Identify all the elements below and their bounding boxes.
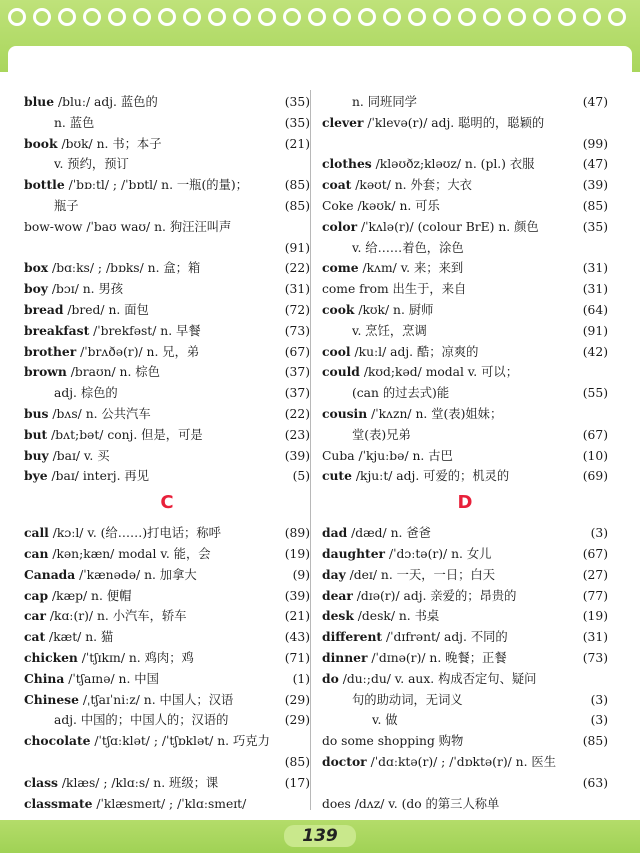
page-ref: (85): [284, 198, 310, 213]
glossary-entry: [322, 606, 608, 627]
entry-text: clever /ˈklevə(r)/ adj. 聪明的，聪颖的: [322, 114, 545, 130]
glossary-entry: [322, 690, 608, 711]
entry-text: chicken /ˈtʃɪkɪn/ n. 鸡肉；鸡: [24, 649, 194, 665]
entry-text: bread /bred/ n. 面包: [24, 301, 149, 317]
entry-text: (can 的过去式)能: [352, 386, 450, 401]
entry-text: day /deɪ/ n. 一天，一日；白天: [322, 566, 496, 582]
decorative-circle: [8, 8, 26, 26]
right-column: [322, 92, 608, 814]
decorative-circle: [533, 8, 551, 26]
page-number: 139: [0, 826, 640, 846]
glossary-entry: [24, 362, 310, 383]
glossary-entry: [24, 238, 310, 259]
glossary-entry: [24, 586, 310, 607]
page-ref: (67): [582, 427, 608, 442]
glossary-entry: [322, 342, 608, 363]
entry-text: buy /baɪ/ v. 买: [24, 447, 110, 463]
glossary-entry: [322, 446, 608, 467]
decorative-circle: [508, 8, 526, 26]
headword: buy: [24, 447, 49, 463]
page-ref: (29): [284, 713, 310, 728]
entry-text: adj. 棕色的: [54, 386, 118, 401]
glossary-entry: [322, 648, 608, 669]
headword: color: [322, 218, 358, 234]
glossary-entry: [322, 731, 608, 752]
glossary-entry: [322, 300, 608, 321]
headword: car: [24, 608, 46, 624]
decorative-circle: [58, 8, 76, 26]
decorative-circle: [83, 8, 101, 26]
glossary-entry: [24, 383, 310, 404]
entry-text: blue /bluː/ adj. 蓝色的: [24, 94, 158, 109]
decorative-circle: [233, 8, 251, 26]
entry-text: class /klæs/ ; /klɑːs/ n. 班级；课: [24, 774, 219, 790]
decorative-circle: [133, 8, 151, 26]
headword: desk: [322, 608, 354, 624]
page-ref: (55): [582, 386, 608, 401]
page-ref: (31): [582, 282, 608, 297]
page-ref: (35): [284, 95, 310, 109]
entry-text: coat /kəʊt/ n. 外套；大衣: [322, 177, 472, 193]
entry-text: bow-wow /ˈbaʊ waʊ/ n. 狗汪汪叫声: [24, 219, 232, 234]
glossary-entry: [24, 279, 310, 300]
page-ref: (37): [284, 365, 310, 380]
glossary-entry: [322, 279, 608, 300]
headword: blue: [24, 94, 55, 109]
page-ref: (99): [582, 136, 608, 151]
headword: clever: [322, 114, 364, 130]
entry-text: different /ˈdɪfrənt/ adj. 不同的: [322, 629, 508, 645]
page-ref: (19): [582, 609, 608, 624]
page-ref: (31): [582, 630, 608, 645]
entry-text: call /kɔːl/ v. (给……)打电话；称呼: [24, 525, 221, 541]
page-ref: (27): [582, 567, 608, 582]
entry-text: brother /ˈbrʌðə(r)/ n. 兄，弟: [24, 343, 200, 359]
headword: breakfast: [24, 322, 90, 338]
page-ref: (21): [284, 609, 310, 624]
headword: brother: [24, 343, 77, 359]
glossary-entry: [24, 92, 310, 113]
glossary-entry: [24, 690, 310, 711]
page-ref: (35): [284, 115, 310, 130]
section-header: [322, 487, 608, 523]
entry-text: cap /kæp/ n. 便帽: [24, 587, 132, 603]
entry-text: can /kən;kæn/ modal v. 能，会: [24, 545, 211, 561]
glossary-entry: [24, 134, 310, 155]
glossary-entry: [322, 134, 608, 155]
decorative-circle: [408, 8, 426, 26]
entry-text: come /kʌm/ v. 来；来到: [322, 260, 464, 276]
headword: Chinese: [24, 691, 79, 707]
page-ref: (91): [284, 240, 310, 255]
decorative-circle: [383, 8, 401, 26]
entry-text: come from 出生于，来自: [322, 282, 467, 297]
entry-text: dinner /ˈdɪnə(r)/ n. 晚餐；正餐: [322, 649, 507, 665]
page-ref: (63): [582, 775, 608, 790]
page-ref: (22): [284, 406, 310, 421]
headword: boy: [24, 281, 48, 297]
glossary-entry: [322, 523, 608, 544]
headword: chocolate: [24, 733, 91, 749]
headword: bread: [24, 301, 64, 317]
section-letter: D: [457, 492, 473, 514]
glossary-entry: [322, 154, 608, 175]
page-ref: (89): [284, 526, 310, 541]
decorative-circle: [333, 8, 351, 26]
entry-text: doctor /ˈdɑːktə(r)/ ; /ˈdɒktə(r)/ n. 医生: [322, 753, 557, 769]
headword: brown: [24, 364, 67, 380]
headword: could: [322, 364, 360, 380]
decorative-circle: [483, 8, 501, 26]
glossary-entry: [24, 669, 310, 690]
glossary-entry: [322, 773, 608, 794]
page-ref: (91): [582, 323, 608, 338]
headword: bottle: [24, 177, 65, 193]
headword: day: [322, 566, 346, 582]
decorative-circle: [108, 8, 126, 26]
entry-text: v. 做: [372, 713, 398, 728]
page-ref: (72): [284, 302, 310, 317]
entry-text: Coke /kəʊk/ n. 可乐: [322, 198, 440, 213]
glossary-entry: [24, 565, 310, 586]
headword: come: [322, 260, 359, 276]
entry-text: Canada /ˈkænədə/ n. 加拿大: [24, 566, 197, 582]
page-ref: (71): [284, 650, 310, 665]
entry-text: Chinese /ˌtʃaɪˈniːz/ n. 中国人；汉语: [24, 691, 234, 707]
headword: cap: [24, 587, 49, 603]
headword: but: [24, 426, 48, 442]
headword: chicken: [24, 649, 78, 665]
headword: bye: [24, 468, 48, 484]
page-ref: (9): [292, 567, 310, 582]
headword: daughter: [322, 545, 386, 561]
headword: can: [24, 545, 49, 561]
entry-text: book /bʊk/ n. 书；本子: [24, 135, 162, 151]
headword: cute: [322, 468, 352, 484]
headword: cool: [322, 343, 351, 359]
entry-text: dad /dæd/ n. 爸爸: [322, 525, 431, 541]
glossary-entry: [322, 544, 608, 565]
entry-text: bus /bʌs/ n. 公共汽车: [24, 405, 151, 421]
glossary-entry: [24, 710, 310, 731]
entry-text: bottle /ˈbɒːtl/ ; /ˈbɒtl/ n. 一瓶(的量)；: [24, 177, 248, 193]
headword: dear: [322, 587, 353, 603]
glossary-entry: [322, 92, 608, 113]
page-ref: (43): [284, 630, 310, 645]
glossary-entry: [322, 217, 608, 238]
glossary-entry: [322, 196, 608, 217]
glossary-entry: [24, 466, 310, 487]
headword: cook: [322, 301, 355, 317]
left-column: [24, 92, 310, 814]
page-ref: (77): [582, 588, 608, 603]
glossary-entry: [322, 425, 608, 446]
glossary-entry: [322, 565, 608, 586]
page-ref: (64): [582, 302, 608, 317]
glossary-entry: [322, 404, 608, 425]
headword: clothes: [322, 156, 372, 172]
page-ref: (42): [582, 344, 608, 359]
entry-text: do /duː;du/ v. aux. 构成否定句、疑问: [322, 670, 537, 686]
page-ref: (31): [284, 282, 310, 297]
page-ref: (69): [582, 469, 608, 484]
page-ref: (17): [284, 775, 310, 790]
glossary-entry: [24, 752, 310, 773]
glossary-entry: [322, 794, 608, 815]
decorative-circle: [608, 8, 626, 26]
entry-text: v. 给……着色，涂色: [352, 240, 464, 255]
page-ref: (47): [582, 95, 608, 109]
entry-text: desk /desk/ n. 书桌: [322, 608, 440, 624]
glossary-entry: [322, 113, 608, 134]
glossary-entry: [24, 113, 310, 134]
entry-text: 堂(表)兄弟: [352, 427, 411, 442]
column-divider: [310, 90, 311, 810]
glossary-entry: [24, 523, 310, 544]
page-ref: (85): [582, 198, 608, 213]
entry-text: bye /baɪ/ interj. 再见: [24, 468, 149, 484]
page-ref: (67): [582, 546, 608, 561]
decorative-circle: [283, 8, 301, 26]
glossary-entry: [24, 175, 310, 196]
entry-text: do some shopping 购物: [322, 734, 464, 749]
glossary-entry: [24, 404, 310, 425]
glossary-entry: [322, 383, 608, 404]
entry-text: classmate /ˈklæsmeɪt/ ; /ˈklɑːsmeɪt/: [24, 795, 247, 811]
glossary-entry: [322, 175, 608, 196]
glossary-entry: [24, 627, 310, 648]
headword: do: [322, 670, 339, 686]
headword: class: [24, 774, 58, 790]
entry-text: could /kʊd;kəd/ modal v. 可以；: [322, 364, 519, 380]
decorative-circle: [158, 8, 176, 26]
decorative-circle: [558, 8, 576, 26]
page-ref: (85): [582, 734, 608, 749]
headword: bus: [24, 405, 49, 421]
entry-text: dear /dɪə(r)/ adj. 亲爱的；昂贵的: [322, 587, 517, 603]
page-ref: (19): [284, 546, 310, 561]
entry-text: color /ˈkʌlə(r)/ (colour BrE) n. 颜色: [322, 218, 539, 234]
entry-text: brown /braʊn/ n. 棕色: [24, 364, 160, 380]
glossary-entry: [24, 544, 310, 565]
entry-text: breakfast /ˈbrekfəst/ n. 早餐: [24, 322, 201, 338]
page-ref: (1): [292, 671, 310, 686]
glossary-entry: [24, 217, 310, 238]
page-ref: (39): [284, 448, 310, 463]
headword: Canada: [24, 566, 76, 582]
headword: dad: [322, 525, 348, 541]
headword: cousin: [322, 405, 368, 421]
entry-text: China /ˈtʃaɪnə/ n. 中国: [24, 670, 159, 686]
entry-text: boy /bɔɪ/ n. 男孩: [24, 281, 124, 297]
glossary-entry: [24, 794, 310, 815]
entry-text: v. 烹饪，烹调: [352, 323, 427, 338]
entry-text: n. 同班同学: [352, 95, 417, 109]
decorative-circle: [183, 8, 201, 26]
decorative-circle: [583, 8, 601, 26]
headword: classmate: [24, 795, 93, 811]
glossary-entry: [322, 669, 608, 690]
glossary-entry: [322, 258, 608, 279]
page-ref: (3): [590, 526, 608, 541]
glossary-entry: [24, 773, 310, 794]
glossary-entry: [322, 362, 608, 383]
entry-text: car /kɑː(r)/ n. 小汽车，轿车: [24, 608, 187, 624]
glossary-entry: [322, 321, 608, 342]
glossary-entry: [24, 342, 310, 363]
headword: doctor: [322, 753, 367, 769]
page-ref: (3): [590, 692, 608, 707]
entry-text: chocolate /ˈtʃɑːklət/ ; /ˈtʃɒklət/ n. 巧克力: [24, 733, 270, 749]
page-ref: (35): [582, 219, 608, 234]
entry-text: cousin /ˈkʌzn/ n. 堂(表)姐妹；: [322, 405, 503, 421]
entry-text: does /dʌz/ v. (do 的第三人称单: [322, 796, 500, 811]
glossary-entry: [24, 446, 310, 467]
page-ref: (85): [284, 178, 310, 193]
headword: cat: [24, 629, 46, 645]
entry-text: adj. 中国的；中国人的；汉语的: [54, 713, 229, 728]
page-ref: (85): [284, 754, 310, 769]
page-ref: (73): [284, 323, 310, 338]
page-ref: (67): [284, 344, 310, 359]
headword: dinner: [322, 649, 368, 665]
decorative-circle: [208, 8, 226, 26]
glossary-entry: [24, 300, 310, 321]
entry-text: v. 预约，预订: [54, 157, 129, 172]
page-ref: (39): [284, 588, 310, 603]
entry-text: but /bʌt;bət/ conj. 但是，可是: [24, 426, 203, 442]
page-ref: (29): [284, 692, 310, 707]
page-ref: (5): [292, 469, 310, 484]
entry-text: 瓶子: [54, 198, 79, 213]
glossary-entry: [322, 627, 608, 648]
entry-text: cute /kjuːt/ adj. 可爱的；机灵的: [322, 468, 510, 484]
entry-text: cat /kæt/ n. 猫: [24, 629, 114, 645]
entry-text: cool /kuːl/ adj. 酷；凉爽的: [322, 343, 479, 359]
page-ref: (21): [284, 136, 310, 151]
page-ref: (73): [582, 650, 608, 665]
page-ref: (39): [582, 178, 608, 193]
headword: different: [322, 629, 383, 645]
page-ref: (23): [284, 427, 310, 442]
page-ref: (31): [582, 261, 608, 276]
page-ref: (3): [590, 713, 608, 728]
glossary-entry: [24, 606, 310, 627]
entry-text: cook /kʊk/ n. 厨师: [322, 301, 434, 317]
section-letter: C: [160, 492, 174, 514]
entry-text: Cuba /ˈkjuːbə/ n. 古巴: [322, 448, 453, 463]
decorative-circle: [358, 8, 376, 26]
entry-text: clothes /kləʊðz;kləʊz/ n. (pl.) 衣服: [322, 156, 535, 172]
glossary-entry: [24, 258, 310, 279]
glossary-entry: [24, 648, 310, 669]
glossary-entry: [24, 154, 310, 175]
decorative-circle: [433, 8, 451, 26]
glossary-entry: [322, 710, 608, 731]
glossary-entry: [24, 425, 310, 446]
section-header: [24, 487, 310, 523]
page-ref: (37): [284, 386, 310, 401]
entry-text: daughter /ˈdɔːtə(r)/ n. 女儿: [322, 545, 492, 561]
decorative-circle: [33, 8, 51, 26]
entry-text: box /bɑːks/ ; /bɒks/ n. 盒；箱: [24, 260, 201, 276]
page-ref: (10): [582, 448, 608, 463]
headword: call: [24, 525, 49, 541]
headword: box: [24, 260, 49, 276]
decorative-circle: [258, 8, 276, 26]
glossary-entry: [24, 321, 310, 342]
entry-text: n. 蓝色: [54, 115, 95, 130]
page-ref: (47): [582, 157, 608, 172]
glossary-entry: [24, 731, 310, 752]
glossary-entry: [322, 752, 608, 773]
glossary-entry: [322, 586, 608, 607]
glossary-entry: [24, 196, 310, 217]
glossary-entry: [322, 238, 608, 259]
decorative-dots: [8, 8, 632, 30]
glossary-entry: [322, 466, 608, 487]
entry-text: 句的助动词，无词义: [352, 692, 463, 707]
decorative-circle: [458, 8, 476, 26]
headword: coat: [322, 177, 352, 193]
page-ref: (22): [284, 261, 310, 276]
headword: book: [24, 135, 58, 151]
headword: China: [24, 670, 65, 686]
decorative-circle: [308, 8, 326, 26]
